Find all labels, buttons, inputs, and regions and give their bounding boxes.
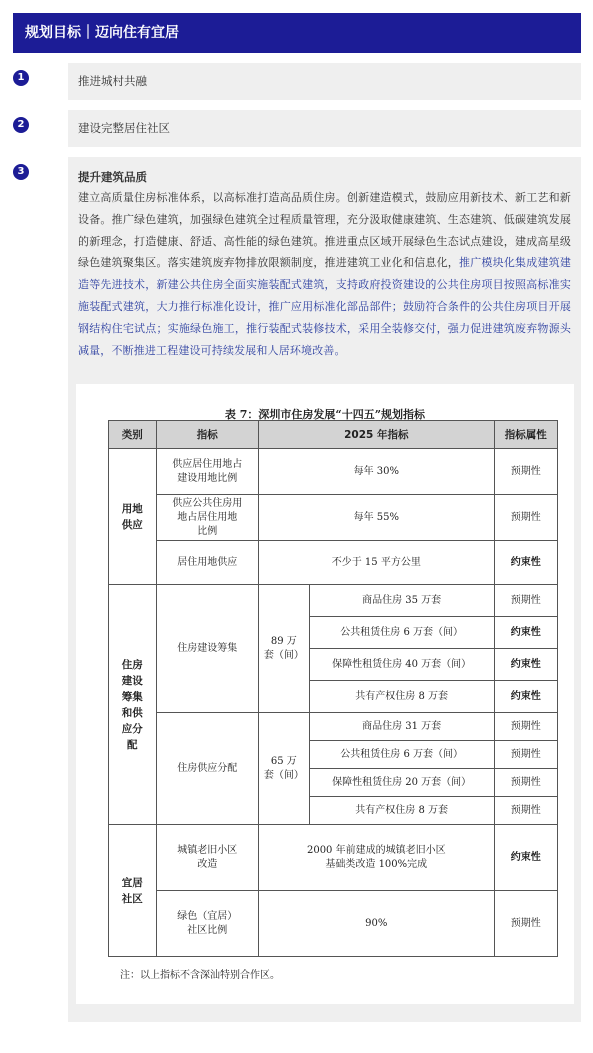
target-cell: 共有产权住房 8 万套 bbox=[309, 797, 494, 825]
category-cell: 住房 建设 筹集 和供 应分 配 bbox=[109, 585, 157, 825]
attribute-cell: 预期性 bbox=[494, 585, 557, 617]
attribute-cell: 约束性 bbox=[494, 617, 557, 649]
attribute-cell: 约束性 bbox=[494, 541, 557, 585]
target-cell: 90% bbox=[259, 891, 495, 957]
indicator-table-card bbox=[76, 384, 574, 1004]
header-attribute: 指标属性 bbox=[494, 421, 557, 449]
item-number-badge: 1 bbox=[13, 70, 29, 86]
target-cell: 2000 年前建成的城镇老旧小区 基础类改造 100%完成 bbox=[259, 825, 495, 891]
indicator-cell: 住房供应分配 bbox=[156, 713, 258, 825]
target-cell: 共有产权住房 8 万套 bbox=[309, 681, 494, 713]
total-cell: 65 万 套（间） bbox=[259, 713, 310, 825]
target-cell: 保障性租赁住房 40 万套（间） bbox=[309, 649, 494, 681]
attribute-cell: 预期性 bbox=[494, 741, 557, 769]
header-category: 类别 bbox=[109, 421, 157, 449]
table-row bbox=[109, 495, 558, 541]
body-paragraph bbox=[78, 187, 571, 361]
indicator-cell: 居住用地供应 bbox=[156, 541, 258, 585]
paragraph-text: 建立高质量住房标准体系，以高标准打造高品质住房。创新建造模式，鼓励应用新技术、新工艺和新设备。推广绿色建筑，加强绿色建筑全过程质量管理，充分汲取健康建筑、生态建筑、低碳建筑发展的新理念，打造健康、舒适、高性能的绿色建筑。推进重点区域开展绿色生态试点建设，建成高星级绿色建筑聚集区。落实建筑废弃物排放限额制度，推进建筑工业化和信息化， bbox=[78, 191, 571, 270]
table-row bbox=[109, 541, 558, 585]
target-cell: 商品住房 31 万套 bbox=[309, 713, 494, 741]
item-title: 提升建筑品质 bbox=[78, 170, 147, 184]
category-cell: 用地 供应 bbox=[109, 449, 157, 585]
item-box-1 bbox=[68, 63, 581, 100]
attribute-cell: 预期性 bbox=[494, 797, 557, 825]
page-header: 规划目标｜迈向住有宜居 bbox=[13, 13, 581, 53]
target-cell: 公共租赁住房 6 万套（间） bbox=[309, 741, 494, 769]
item-title: 建设完整居住社区 bbox=[78, 121, 170, 135]
target-cell: 保障性租赁住房 20 万套（间） bbox=[309, 769, 494, 797]
table-row bbox=[109, 713, 558, 741]
indicator-cell: 供应公共住房用 地占居住用地 比例 bbox=[156, 495, 258, 541]
item-title: 推进城村共融 bbox=[78, 74, 147, 88]
target-cell: 每年 55% bbox=[259, 495, 495, 541]
table-row bbox=[109, 449, 558, 495]
indicator-cell: 绿色（宜居） 社区比例 bbox=[156, 891, 258, 957]
target-cell: 公共租赁住房 6 万套（间） bbox=[309, 617, 494, 649]
indicator-cell: 住房建设筹集 bbox=[156, 585, 258, 713]
item-box-2 bbox=[68, 110, 581, 147]
attribute-cell: 预期性 bbox=[494, 769, 557, 797]
category-cell: 宜居 社区 bbox=[109, 825, 157, 957]
indicator-cell: 城镇老旧小区 改造 bbox=[156, 825, 258, 891]
indicator-table bbox=[108, 420, 558, 957]
attribute-cell: 约束性 bbox=[494, 825, 557, 891]
header-target: 2025 年指标 bbox=[259, 421, 495, 449]
header-indicator: 指标 bbox=[156, 421, 258, 449]
item-number-badge: 2 bbox=[13, 117, 29, 133]
indicator-cell: 供应居住用地占 建设用地比例 bbox=[156, 449, 258, 495]
total-cell: 89 万 套（间） bbox=[259, 585, 310, 713]
table-note: 注：以上指标不含深汕特别合作区。 bbox=[120, 970, 280, 981]
attribute-cell: 预期性 bbox=[494, 495, 557, 541]
target-cell: 每年 30% bbox=[259, 449, 495, 495]
attribute-cell: 约束性 bbox=[494, 649, 557, 681]
table-caption: 表 7：深圳市住房发展“十四五”规划指标 bbox=[224, 408, 426, 421]
target-cell: 商品住房 35 万套 bbox=[309, 585, 494, 617]
table-row bbox=[109, 825, 558, 891]
attribute-cell: 预期性 bbox=[494, 449, 557, 495]
table-row bbox=[109, 585, 558, 617]
target-cell: 不少于 15 平方公里 bbox=[259, 541, 495, 585]
item-number-badge: 3 bbox=[13, 164, 29, 180]
table-header-row bbox=[109, 421, 558, 449]
attribute-cell: 约束性 bbox=[494, 681, 557, 713]
paragraph-highlight-text: 推广模块化集成建筑建造等先进技术，新建公共住房全面实施装配式建筑，支持政府投资建设的公共住房项目按照高标准实施装配式建筑，大力推行标准化设计，推广应用标准化部品部件；鼓励符合条件的公共住房项目开展钢结构住宅试点；实施绿色施工，推行装配式装修技术，采用全装修交付，强力促进建筑废弃物源头减量，不断推进工程建设可持续发展和人居环境改善。 bbox=[78, 256, 571, 357]
table-row bbox=[109, 891, 558, 957]
attribute-cell: 预期性 bbox=[494, 713, 557, 741]
attribute-cell: 预期性 bbox=[494, 891, 557, 957]
